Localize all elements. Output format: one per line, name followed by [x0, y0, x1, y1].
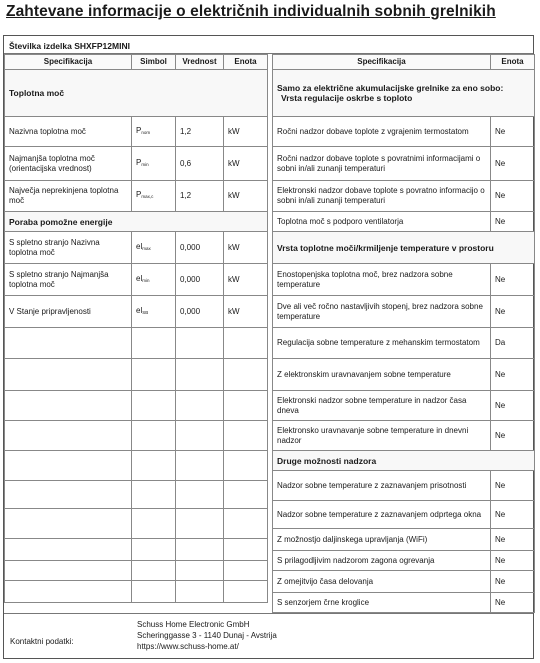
empty-row — [5, 391, 268, 421]
unit-cell: Ne — [491, 296, 535, 328]
unit-cell: Ne — [491, 117, 535, 147]
unit-cell: Ne — [491, 571, 535, 593]
unit-cell: Ne — [491, 421, 535, 451]
table-row — [273, 328, 535, 359]
unit-cell: kW — [224, 232, 268, 264]
unit-cell: Ne — [491, 593, 535, 613]
unit-cell: kW — [224, 264, 268, 296]
empty-row — [5, 421, 268, 451]
company-website[interactable]: https://www.schuss-home.at/ — [137, 642, 239, 651]
symbol-cell: $el_{SB}$ — [132, 296, 176, 328]
right-spec-table — [272, 54, 535, 613]
left-spec-table — [4, 54, 268, 603]
section-other-control: Druge možnosti nadzora — [273, 451, 535, 471]
contact-section — [4, 613, 533, 660]
unit-cell: Da — [491, 328, 535, 359]
table-row — [273, 501, 535, 529]
spec-cell: Nazivna toplotna moč — [5, 117, 132, 147]
spec-cell: S spletno stranjo Nazivna toplotna moč — [5, 232, 132, 264]
empty-row — [5, 328, 268, 359]
empty-row — [5, 539, 268, 561]
spec-cell: Ročni nadzor dobave toplote z vgrajenim termostatom — [273, 117, 491, 147]
spec-cell: Elektronsko uravnavanje sobne temperature in dnevni nadzor — [273, 421, 491, 451]
value-cell: 0,000 — [176, 264, 224, 296]
company-address: Scheringgasse 3 - 1140 Dunaj - Avstrija — [137, 631, 277, 640]
spec-cell: Regulacija sobne temperature z mehanskim termostatom — [273, 328, 491, 359]
unit-cell: kW — [224, 296, 268, 328]
value-cell: 0,000 — [176, 232, 224, 264]
table-row — [5, 147, 268, 181]
table-row — [273, 181, 535, 212]
table-row — [5, 232, 268, 264]
table-row — [5, 296, 268, 328]
left-header-row — [5, 55, 268, 70]
table-row — [273, 571, 535, 593]
table-row — [273, 117, 535, 147]
empty-row — [5, 561, 268, 581]
header-vrednost: Vrednost — [176, 55, 224, 70]
unit-cell: Ne — [491, 212, 535, 232]
spec-cell: Najmanjša toplotna moč (orientacijska vrednost) — [5, 147, 132, 181]
symbol-cell: $P_{nom}$ — [132, 117, 176, 147]
table-row — [273, 529, 535, 551]
table-row — [273, 212, 535, 232]
table-row — [5, 181, 268, 212]
header-enota: Enota — [224, 55, 268, 70]
right-header-row — [273, 55, 535, 70]
spec-cell: Z omejitvijo časa delovanja — [273, 571, 491, 593]
value-cell: 0,6 — [176, 147, 224, 181]
document-title: Zahtevane informacije o električnih individualnih sobnih grelnikih — [6, 3, 496, 20]
header-specifikacija: Specifikacija — [5, 55, 132, 70]
unit-cell: Ne — [491, 529, 535, 551]
section-row-heat — [5, 70, 268, 117]
spec-cell: Toplotna moč s podporo ventilatorja — [273, 212, 491, 232]
section-temperature-control: Vrsta toplotne moči/krmiljenje temperature v prostoru — [273, 232, 535, 264]
table-row — [273, 593, 535, 613]
table-row — [273, 471, 535, 501]
unit-cell: Ne — [491, 391, 535, 421]
spec-cell: S spletno stranjo Najmanjša toplotna moč — [5, 264, 132, 296]
contact-details — [137, 619, 277, 652]
spec-cell: Z možnostjo daljinskega upravljanja (WiFi) — [273, 529, 491, 551]
value-cell: 0,000 — [176, 296, 224, 328]
spec-cell: Nadzor sobne temperature z zaznavanjem odprtega okna — [273, 501, 491, 529]
table-row — [273, 296, 535, 328]
symbol-cell: $P_{max,c}$ — [132, 181, 176, 212]
company-name: Schuss Home Electronic GmbH — [137, 620, 250, 629]
accum-subtitle: Vrsta regulacije oskrbe s toploto — [281, 93, 413, 103]
unit-cell: Ne — [491, 471, 535, 501]
spec-cell: Nadzor sobne temperature z zaznavanjem prisotnosti — [273, 471, 491, 501]
table-row — [5, 264, 268, 296]
symbol-cell: $el_{min}$ — [132, 264, 176, 296]
spec-cell: Elektronski nadzor dobave toplote s povratno informacijo o sobni in/ali zunanji temperaturi — [273, 181, 491, 212]
spec-cell: V Stanje pripravljenosti — [5, 296, 132, 328]
spec-cell: Največja neprekinjena toplotna moč — [5, 181, 132, 212]
symbol-cell: $el_{max}$ — [132, 232, 176, 264]
spec-cell: Elektronski nadzor sobne temperature in nadzor časa dneva — [273, 391, 491, 421]
empty-row — [5, 481, 268, 509]
product-number: Številka izdelka SHXFP12MINI — [4, 36, 533, 54]
section-row-accum — [273, 70, 535, 117]
spec-cell: S prilagodljivim nadzorom zagona ogrevanja — [273, 551, 491, 571]
symbol-cell: $P_{min}$ — [132, 147, 176, 181]
section-row-aux — [5, 212, 268, 232]
empty-row — [5, 581, 268, 603]
unit-cell: Ne — [491, 181, 535, 212]
header-enota: Enota — [491, 55, 535, 70]
header-simbol: Simbol — [132, 55, 176, 70]
unit-cell: kW — [224, 181, 268, 212]
table-row — [273, 421, 535, 451]
spec-cell: Z elektronskim uravnavanjem sobne temperature — [273, 359, 491, 391]
value-cell: 1,2 — [176, 181, 224, 212]
table-row — [273, 359, 535, 391]
section-accumulation — [273, 70, 535, 117]
unit-cell: Ne — [491, 359, 535, 391]
unit-cell: Ne — [491, 264, 535, 296]
section-heat-output: Toplotna moč — [5, 70, 268, 117]
table-row — [5, 117, 268, 147]
spec-cell: Dve ali več ročno nastavljivih stopenj, brez nadzora sobne temperature — [273, 296, 491, 328]
spec-cell: Ročni nadzor dobave toplote s povratnimi informacijami o sobni in/ali zunanji temperaturi — [273, 147, 491, 181]
spec-cell: S senzorjem črne kroglice — [273, 593, 491, 613]
table-row — [273, 264, 535, 296]
accum-intro: Samo za električne akumulacijske grelnike za eno sobo: — [277, 83, 504, 93]
table-row — [273, 551, 535, 571]
unit-cell: kW — [224, 117, 268, 147]
empty-row — [5, 509, 268, 539]
table-row — [273, 391, 535, 421]
header-specifikacija: Specifikacija — [273, 55, 491, 70]
value-cell: 1,2 — [176, 117, 224, 147]
contact-label: Kontaktni podatki: — [10, 637, 74, 646]
unit-cell: Ne — [491, 551, 535, 571]
empty-row — [5, 451, 268, 481]
unit-cell: Ne — [491, 147, 535, 181]
unit-cell: Ne — [491, 501, 535, 529]
table-row — [273, 147, 535, 181]
empty-row — [5, 359, 268, 391]
section-row-other — [273, 451, 535, 471]
spec-cell: Enostopenjska toplotna moč, brez nadzora sobne temperature — [273, 264, 491, 296]
section-row-temp — [273, 232, 535, 264]
section-aux-energy: Poraba pomožne energije — [5, 212, 268, 232]
info-sheet — [3, 35, 534, 659]
unit-cell: kW — [224, 147, 268, 181]
